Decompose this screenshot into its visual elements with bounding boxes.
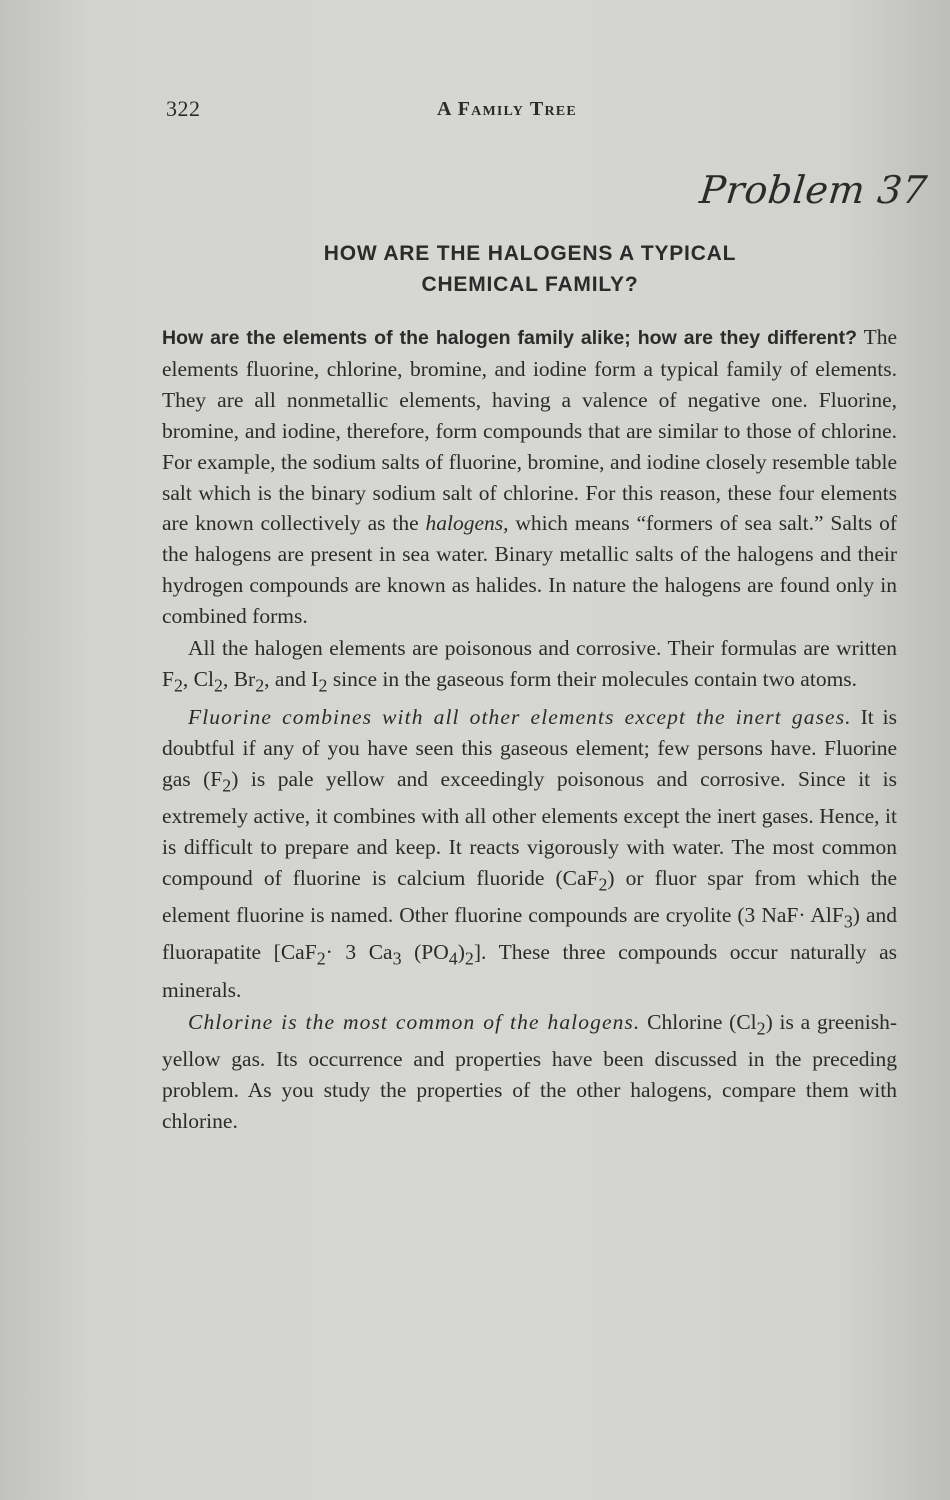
paragraph-text: · 3 Ca bbox=[325, 940, 393, 965]
subscript: 2 bbox=[318, 675, 328, 696]
paragraph-text: , Br bbox=[222, 666, 256, 691]
section-heading-chlorine: Chlorine is the most common of the halogens. bbox=[188, 1009, 641, 1034]
paragraph-chlorine bbox=[162, 1007, 897, 1137]
paragraph-text: ]. These three compounds occur naturally as minerals. bbox=[162, 940, 898, 1002]
subscript: 3 bbox=[843, 911, 853, 932]
subscript: 2 bbox=[214, 675, 223, 696]
paragraph-text: ) is a greenish-yellow gas. Its occurrence and properties have been discussed in the preceding problem. As you study the properties of the other halogens, compare them with chlorine. bbox=[162, 1009, 897, 1133]
paragraph-text: It is doubtful if any of you have seen this gaseous element; few persons have. Fluorine gas (F bbox=[162, 705, 897, 791]
paragraph-halogen-family bbox=[162, 322, 897, 632]
paragraph-text: , Cl bbox=[182, 666, 214, 691]
section-heading-fluorine: Fluorine combines with all other elements except the inert gases. bbox=[188, 705, 852, 730]
body-text bbox=[162, 322, 897, 1136]
subscript: 2 bbox=[598, 874, 608, 895]
paragraph-text: ) and fluorapatite [CaF bbox=[162, 903, 897, 965]
problem-title bbox=[160, 238, 900, 300]
subscript: 2 bbox=[464, 948, 474, 969]
paragraph-text: since in the gaseous form their molecules contain two atoms. bbox=[327, 666, 858, 691]
paragraph-text: The elements fluorine, chlorine, bromine, and iodine form a typical family of elements. They are all nonmetallic elements, having a valence of negative one. Fluorine, bromine, and iodine, therefore, form compounds that are similar to those of chlorine. For example, the sodium salts of fluorine, bromine, and iodine closely resemble table salt which is the binary sodium salt of chlorine. For this reason, these four elements are known collectively as the bbox=[162, 325, 897, 536]
subscript: 2 bbox=[222, 775, 232, 796]
section-heading-alike-different: How are the elements of the halogen family alike; how are they different? bbox=[162, 327, 858, 349]
running-head: A Family Tree bbox=[437, 98, 577, 120]
term-halogens: halogens, bbox=[425, 511, 509, 536]
subscript: 2 bbox=[316, 948, 326, 969]
page-number: 322 bbox=[166, 96, 201, 121]
paragraph-text: , and I bbox=[264, 666, 319, 691]
paragraph-text: All the halogen elements are poisonous and corrosive. Their formulas are written F bbox=[162, 636, 897, 691]
problem-title-line-1: HOW ARE THE HALOGENS A TYPICAL bbox=[323, 242, 737, 265]
paragraph-text: Chlorine (Cl bbox=[640, 1009, 757, 1034]
paragraph-text: (PO bbox=[401, 940, 449, 965]
subscript: 2 bbox=[756, 1017, 766, 1038]
subscript: 3 bbox=[392, 948, 402, 969]
subscript: 2 bbox=[173, 675, 183, 696]
problem-title-line-2: CHEMICAL FAMILY? bbox=[421, 273, 639, 296]
paragraph-text: ) is pale yellow and exceedingly poisonous and corrosive. Since it is extremely active, it combines with all other elements except the inert gases. Hence, it is difficult to prepare and keep. It reacts vigorously with water. The most common compound of fluorine is calcium fluoride (CaF bbox=[162, 766, 897, 890]
paragraph-text: ) or fluor spar from which the element fluorine is named. Other fluorine compounds are cryolite (3 NaF· AlF bbox=[162, 866, 897, 928]
paragraph-text: which means “formers of sea salt.” Salts of the halogens are present in sea water. Binary metallic salts of the halogens and their hydrogen compounds are known as halides. In nature the halogens are found only in combined forms. bbox=[162, 511, 897, 629]
paragraph-fluorine bbox=[162, 702, 897, 1005]
paragraph-text: ) bbox=[457, 940, 465, 965]
subscript: 2 bbox=[255, 675, 265, 696]
problem-label: Problem 37 bbox=[697, 168, 930, 212]
subscript: 4 bbox=[448, 948, 458, 969]
paragraph-poisonous bbox=[162, 633, 897, 701]
